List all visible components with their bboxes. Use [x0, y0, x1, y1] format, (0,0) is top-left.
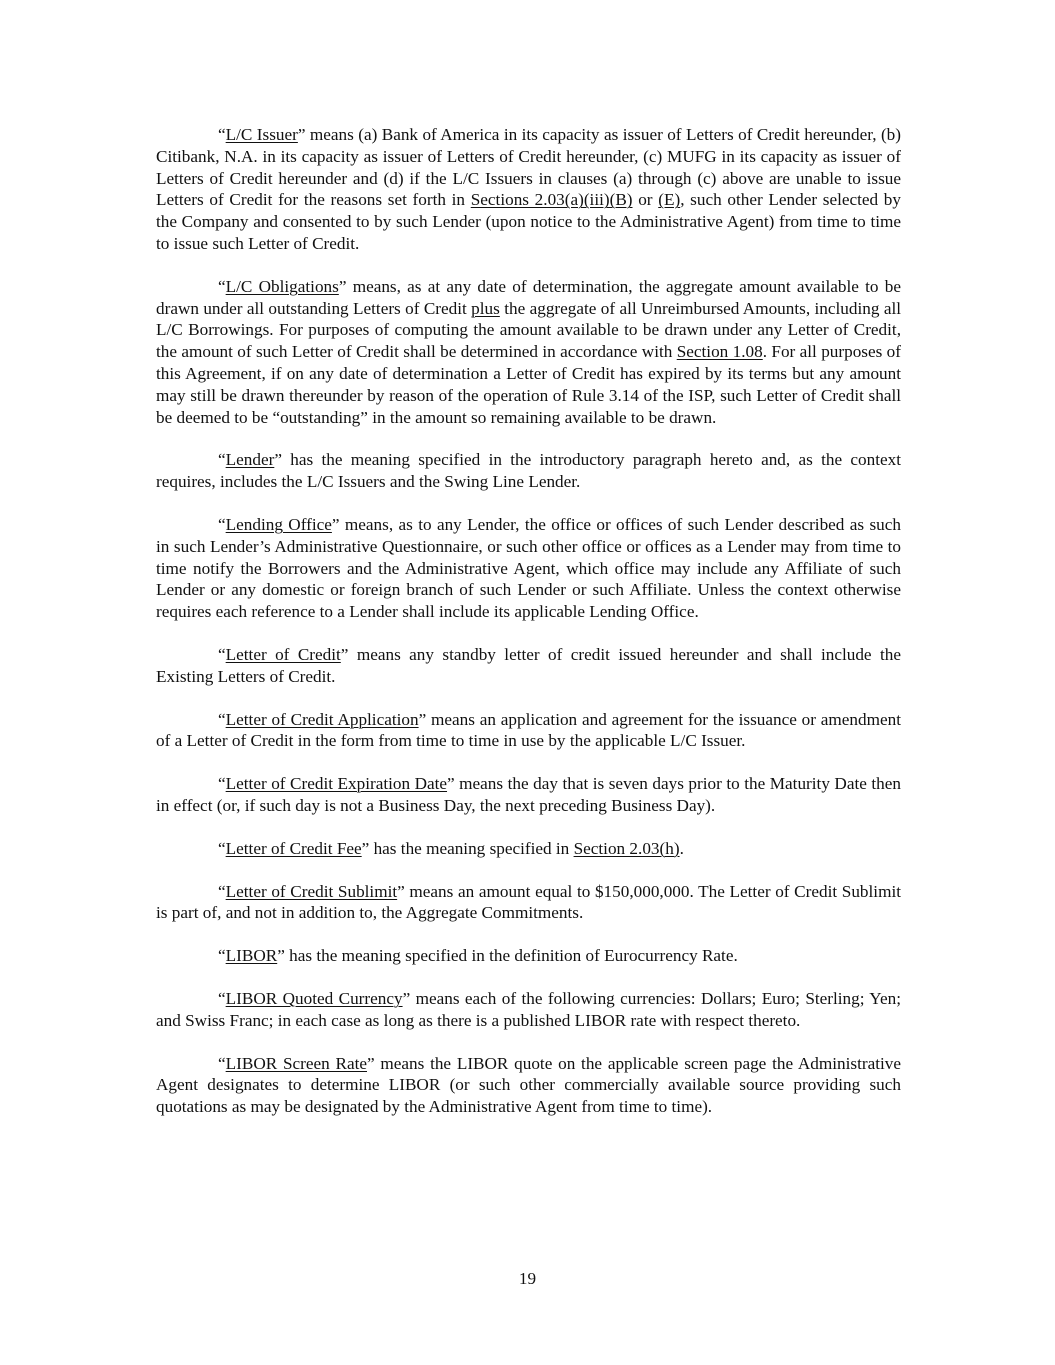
definition-letter-of-credit-fee: “Letter of Credit Fee” has the meaning specified in Section 2.03(h).: [218, 838, 684, 858]
defined-term: Lending Office: [225, 514, 332, 534]
defined-term: Letter of Credit Sublimit: [225, 881, 398, 901]
document-body: [156, 124, 901, 1118]
emphasized-term: plus: [471, 298, 500, 318]
definition-libor-quoted-currency: “LIBOR Quoted Currency” means each of the following currencies: Dollars; Euro; Sterling; Yen; and Swiss Franc; in each case as long as there is a published LIBOR rate with respect thereto.: [156, 988, 901, 1030]
definition-libor: “LIBOR” has the meaning specified in the definition of Eurocurrency Rate.: [218, 946, 738, 966]
defined-term: L/C Obligations: [225, 276, 339, 296]
definition-lending-office: “Lending Office” means, as to any Lender, the office or offices of such Lender described as such in such Lender’s Administrative Questionnaire, or such other office or offices as a Lender may from time to time notify the Borrowers and the Administrative Agent, which office may include any Affiliate of such Lender or any domestic or foreign branch of such Lender or such Affiliate. Unless the context otherwise requires each reference to a Lender shall include its applicable Lending Office.: [156, 514, 901, 622]
defined-term: LIBOR Quoted Currency: [225, 988, 403, 1008]
definition-letter-of-credit-sublimit: “Letter of Credit Sublimit” means an amount equal to $150,000,000. The Letter of Credit Sublimit is part of, and not in addition to, the Aggregate Commitments.: [156, 881, 902, 923]
defined-term: Letter of Credit Expiration Date: [225, 774, 448, 794]
defined-term: Letter of Credit Application: [225, 709, 419, 729]
definition-letter-of-credit: “Letter of Credit” means any standby letter of credit issued hereunder and shall include the Existing Letters of Credit.: [156, 644, 901, 686]
defined-term: LIBOR: [225, 946, 278, 966]
section-reference: Section 1.08: [676, 342, 763, 362]
definition-lc-issuer: “L/C Issuer” means (a) Bank of America in its capacity as issuer of Letters of Credit hereunder, (b) Citibank, N.A. in its capacity as issuer of Letters of Credit hereunder, (c) MUFG in its capacity as issuer of Letters of Credit hereunder and (d) if the L/C Issuers in clauses (a) through (c) above are unable to issue Letters of Credit for the reasons set forth in Sections 2.03(a)(iii)(B) or (E), such other Lender selected by the Company and consented to by such Lender (upon notice to the Administrative Agent) from time to time to issue such Letter of Credit.: [156, 125, 901, 253]
definition-letter-of-credit-application: “Letter of Credit Application” means an application and agreement for the issuance or amendment of a Letter of Credit in the form from time to time in use by the applicable L/C Issuer.: [156, 709, 901, 751]
section-reference: (E): [658, 190, 681, 210]
defined-term: Lender: [225, 450, 275, 470]
defined-term: Letter of Credit: [225, 644, 341, 664]
section-reference: Sections 2.03(a)(iii)(B): [470, 190, 633, 210]
definition-lc-obligations: “L/C Obligations” means, as at any date of determination, the aggregate amount available to be drawn under all outstanding Letters of Credit plus the aggregate of all Unreimbursed Amounts, including all L/C Borrowings. For purposes of computing the amount available to be drawn under any Letter of Credit, the amount of such Letter of Credit shall be determined in accordance with Section 1.08. For all purposes of this Agreement, if on any date of determination a Letter of Credit has expired by its terms but any amount may still be drawn thereunder by reason of the operation of Rule 3.14 of the ISP, such Letter of Credit shall be deemed to be “outstanding” in the amount so remaining available to be drawn.: [156, 276, 902, 427]
defined-term: LIBOR Screen Rate: [225, 1053, 367, 1073]
defined-term: Letter of Credit Fee: [225, 838, 362, 858]
definition-lender: “Lender” has the meaning specified in the introductory paragraph hereto and, as the context requires, includes the L/C Issuers and the Swing Line Lender.: [156, 450, 901, 492]
section-reference: Section 2.03(h): [573, 838, 680, 858]
definition-libor-screen-rate: “LIBOR Screen Rate” means the LIBOR quote on the applicable screen page the Administrative Agent designates to determine LIBOR (or such other commercially available source providing such quotations as may be designated by the Administrative Agent from time to time).: [156, 1053, 901, 1117]
defined-term: L/C Issuer: [225, 125, 298, 144]
definition-letter-of-credit-expiration-date: “Letter of Credit Expiration Date” means the day that is seven days prior to the Maturity Date then in effect (or, if such day is not a Business Day, the next preceding Business Day).: [156, 774, 901, 815]
page-number: 19: [518, 1269, 537, 1288]
